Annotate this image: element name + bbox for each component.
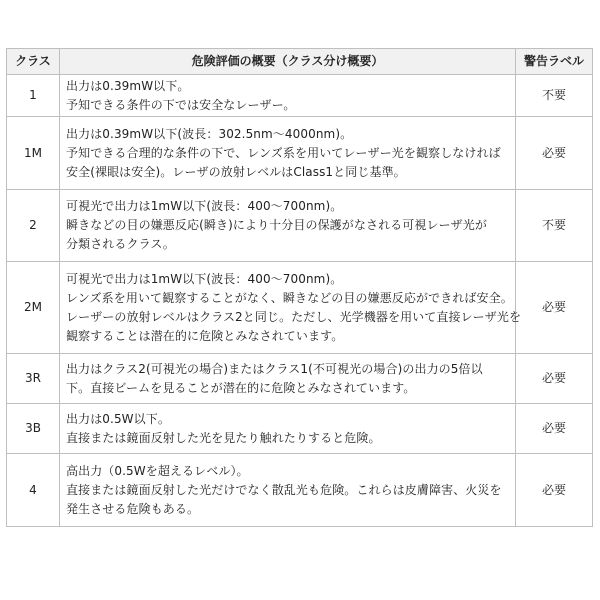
cell-warning-label: 必要 — [516, 117, 593, 190]
summary-line: 出力はクラス2(可視光の場合)またはクラス1(不可視光の場合)の出力の5倍以 — [66, 361, 483, 376]
header-class: クラス — [7, 49, 60, 75]
header-summary: 危険評価の概要（クラス分け概要） — [60, 49, 516, 75]
summary-line: 高出力（0.5Wを超えるレベル）。 — [66, 463, 249, 478]
cell-class: 3R — [7, 354, 60, 404]
cell-class: 1 — [7, 75, 60, 117]
table-row — [7, 117, 593, 190]
laser-class-table — [6, 48, 593, 527]
summary-line: 安全(裸眼は安全)。レーザの放射レベルはClass1と同じ基準。 — [66, 164, 406, 179]
table-row — [7, 454, 593, 527]
cell-summary — [60, 454, 516, 527]
cell-summary — [60, 75, 516, 117]
summary-line: 分類されるクラス。 — [66, 237, 175, 251]
summary-line: 出力は0.5W以下。 — [66, 411, 170, 426]
cell-class: 3B — [7, 404, 60, 454]
cell-class: 4 — [7, 454, 60, 527]
cell-summary — [60, 190, 516, 262]
table-row — [7, 75, 593, 117]
summary-line: 発生させる危険もある。 — [66, 501, 200, 516]
table-header-row — [7, 49, 593, 75]
table-row — [7, 262, 593, 354]
summary-line: 観察することは潜在的に危険とみなされています。 — [66, 328, 344, 343]
summary-line: 可視光で出力は1mW以下(波長：400〜700nm)。 — [66, 199, 343, 213]
summary-line: 予知できる合理的な条件の下で、レンズ系を用いてレーザー光を観察しなければ — [66, 145, 501, 160]
table-body — [7, 75, 593, 527]
summary-line: レーザーの放射レベルはクラス2と同じ。ただし、光学機器を用いて直接レーザ光を — [66, 309, 522, 324]
summary-line: 下。直接ビームを見ることが潜在的に危険とみなされています。 — [66, 380, 416, 395]
cell-warning-label: 必要 — [516, 454, 593, 527]
cell-class: 1M — [7, 117, 60, 190]
cell-warning-label: 不要 — [516, 75, 593, 117]
summary-line: レンズ系を用いて観察することがなく、瞬きなどの目の嫌悪反応ができれば安全。 — [66, 290, 513, 305]
cell-class: 2 — [7, 190, 60, 262]
summary-line: 瞬きなどの目の嫌悪反応(瞬き)により十分目の保護がなされる可視レーザ光が — [66, 218, 487, 232]
table-row — [7, 190, 593, 262]
cell-warning-label: 必要 — [516, 354, 593, 404]
summary-line: 直接または鏡面反射した光だけでなく散乱光も危険。これらは皮膚障害、火災を — [66, 482, 502, 497]
cell-warning-label: 必要 — [516, 262, 593, 354]
table-row — [7, 404, 593, 454]
cell-summary — [60, 354, 516, 404]
cell-summary — [60, 404, 516, 454]
cell-warning-label: 不要 — [516, 190, 593, 262]
cell-summary — [60, 262, 522, 354]
table-row — [7, 354, 593, 404]
header-warning-label: 警告ラベル — [516, 49, 593, 75]
summary-line: 出力は0.39mW以下。 — [66, 78, 190, 93]
summary-line: 直接または鏡面反射した光を見たり触れたりすると危険。 — [66, 430, 381, 445]
summary-line: 予知できる条件の下では安全なレーザー。 — [66, 97, 296, 112]
summary-line: 出力は0.39mW以下(波長：302.5nm〜4000nm)。 — [66, 126, 353, 141]
summary-line: 可視光で出力は1mW以下(波長：400〜700nm)。 — [66, 271, 343, 286]
cell-warning-label: 必要 — [516, 404, 593, 454]
cell-class: 2M — [7, 262, 60, 354]
cell-summary — [60, 117, 516, 190]
